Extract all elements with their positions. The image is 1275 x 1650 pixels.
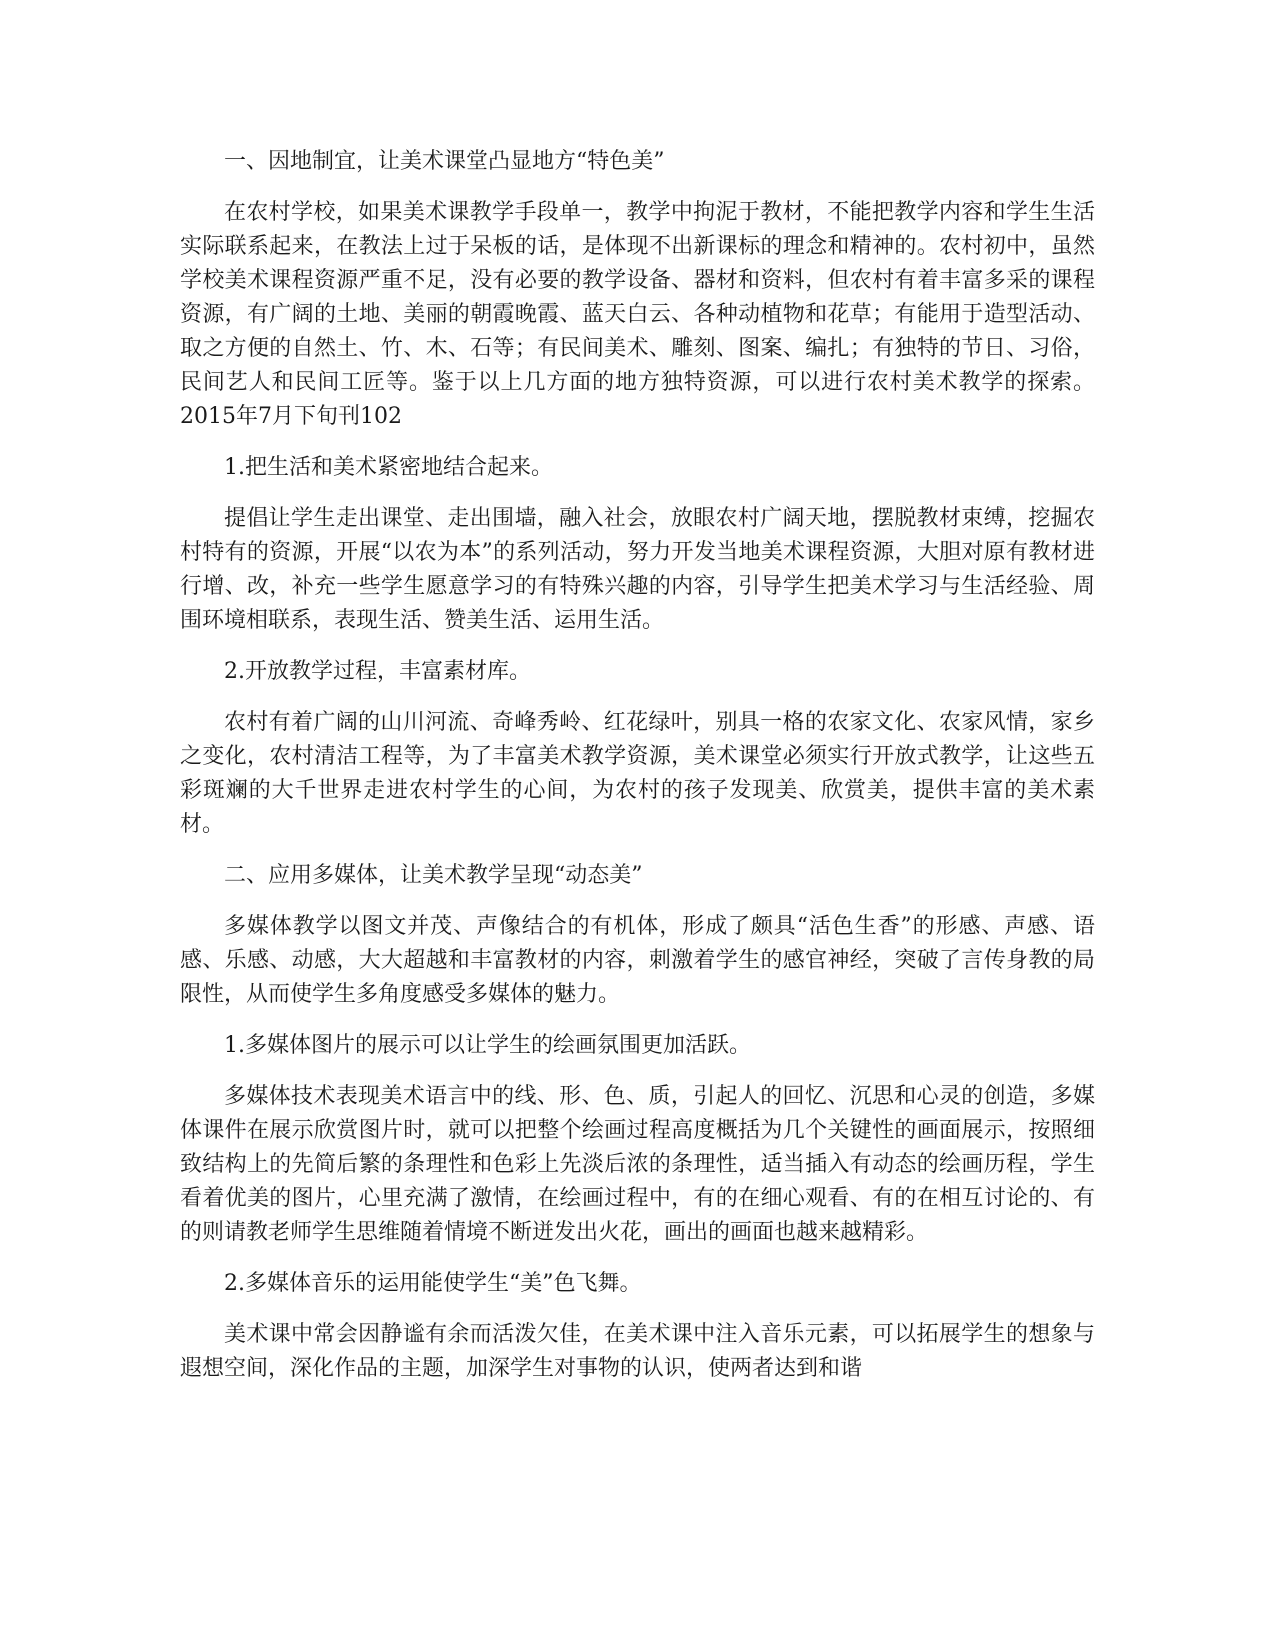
section-heading-2: 二、应用多媒体，让美术教学呈现“动态美” [224, 863, 643, 888]
paragraph-1: 在农村学校，如果美术课教学手段单一，教学中拘泥于教材，不能把教学内容和学生生活实际联系起来，在教法上过于呆板的话，是体现不出新课标的理念和精神的。农村初中，虽然学校美术课程资源严重不足，没有必要的教学设备、器材和资料，但农村有着丰富多采的课程资源，有广阔的土地、美丽的朝霞晚霞、蓝天白云、各种动植物和花草；有能用于造型活动、取之方便的自然土、竹、木、石等；有民间美术、雕刻、图案、编扎；有独特的节日、习俗，民间艺人和民间工匠等。鉴于以上几方面的地方独特资源，可以进行农村美术教学的探索。2015年7月下旬刊102 [180, 200, 1095, 429]
paragraph-6: 美术课中常会因静谧有余而活泼欠佳，在美术课中注入音乐元素，可以拓展学生的想象与遐想空间，深化作品的主题，加深学生对事物的认识，使两者达到和谐 [180, 1322, 1095, 1381]
subheading-1-1: 1.把生活和美术紧密地结合起来。 [224, 455, 553, 480]
subheading-2-2: 2.多媒体音乐的运用能使学生“美”色飞舞。 [224, 1271, 642, 1296]
document-body [180, 145, 1095, 1403]
section-heading-1: 一、因地制宜，让美术课堂凸显地方“特色美” [224, 149, 665, 174]
subheading-1-2: 2.开放教学过程，丰富素材库。 [224, 659, 531, 684]
paragraph-4: 多媒体教学以图文并茂、声像结合的有机体，形成了颇具“活色生香”的形感、声感、语感、乐感、动感，大大超越和丰富教材的内容，刺激着学生的感官神经，突破了言传身教的局限性，从而使学生多角度感受多媒体的魅力。 [180, 914, 1095, 1007]
paragraph-5: 多媒体技术表现美术语言中的线、形、色、质，引起人的回忆、沉思和心灵的创造，多媒体课件在展示欣赏图片时，就可以把整个绘画过程高度概括为几个关键性的画面展示，按照细致结构上的先简后繁的条理性和色彩上先淡后浓的条理性，适当插入有动态的绘画历程，学生看着优美的图片，心里充满了激情，在绘画过程中，有的在细心观看、有的在相互讨论的、有的则请教老师学生思维随着情境不断迸发出火花，画出的画面也越来越精彩。 [180, 1084, 1095, 1245]
paragraph-3: 农村有着广阔的山川河流、奇峰秀岭、红花绿叶，别具一格的农家文化、农家风情，家乡之变化，农村清洁工程等，为了丰富美术教学资源，美术课堂必须实行开放式教学，让这些五彩斑斓的大千世界走进农村学生的心间，为农村的孩子发现美、欣赏美，提供丰富的美术素材。 [180, 710, 1095, 837]
paragraph-2: 提倡让学生走出课堂、走出围墙，融入社会，放眼农村广阔天地，摆脱教材束缚，挖掘农村特有的资源，开展“以农为本”的系列活动，努力开发当地美术课程资源，大胆对原有教材进行增、改，补充一些学生愿意学习的有特殊兴趣的内容，引导学生把美术学习与生活经验、周围环境相联系，表现生活、赞美生活、运用生活。 [180, 506, 1095, 633]
subheading-2-1: 1.多媒体图片的展示可以让学生的绘画氛围更加活跃。 [224, 1033, 751, 1058]
